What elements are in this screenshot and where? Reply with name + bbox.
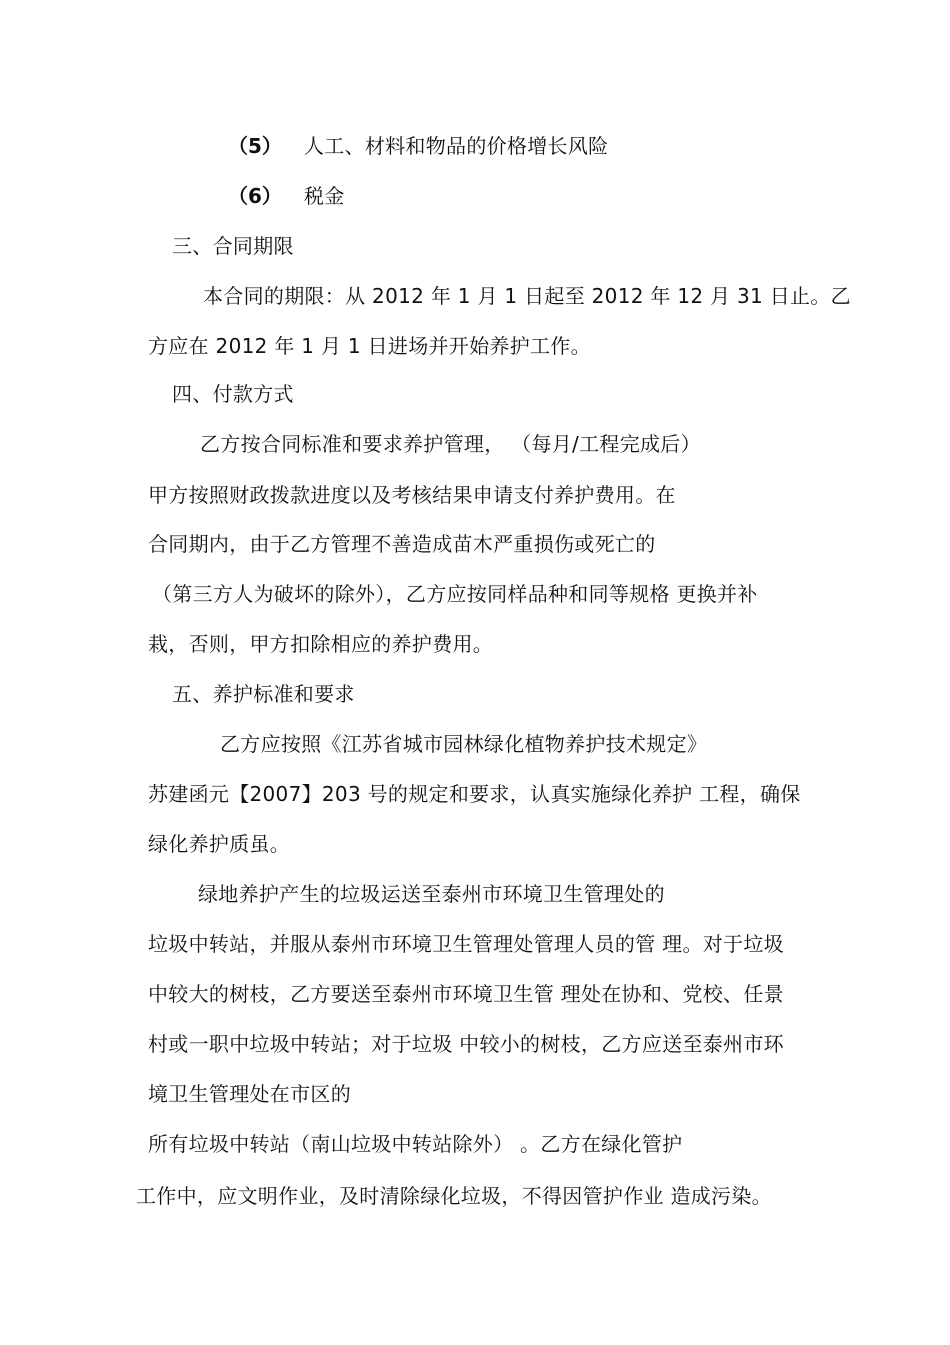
paragraph-line: 本合同的期限：从 2012 年 1 月 1 日起至 2012 年 12 月 31 日止。乙 (203, 284, 851, 308)
paragraph-line: （第三方人为破坏的除外），乙方应按同样品种和同等规格 更换并补 (152, 582, 758, 606)
paragraph-line: 境卫生管理处在市区的 (148, 1082, 351, 1106)
list-number: （6） (228, 184, 282, 208)
paragraph-line: 乙方应按照《江苏省城市园林绿化植物养护技术规定》 (220, 732, 708, 756)
paragraph-line: 工作中，应文明作业，及时清除绿化垃圾，不得因管护作业 造成污染。 (136, 1184, 772, 1208)
paragraph-line: 垃圾中转站，并服从泰州市环境卫生管理处管理人员的管 理。对于垃圾 (148, 932, 784, 956)
list-number: （5） (228, 134, 282, 158)
list-text: 人工、材料和物品的价格增长风险 (303, 134, 609, 158)
paragraph-line: 方应在 2012 年 1 月 1 日进场并开始养护工作。 (148, 334, 591, 358)
paragraph-line: 绿化养护质虽。 (148, 832, 291, 856)
list-text: 税金 (303, 184, 345, 208)
section-heading-standard: 五、养护标准和要求 (172, 682, 355, 706)
paragraph-line: 乙方按合同标准和要求养护管理， （每月/工程完成后） (200, 432, 701, 456)
paragraph-line: 中较大的树枝，乙方要送至泰州市环境卫生管 理处在协和、党校、任景 (148, 982, 784, 1006)
paragraph-line: 所有垃圾中转站（南山垃圾中转站除外） 。乙方在绿化管护 (148, 1132, 683, 1156)
paragraph-line: 绿地养护产生的垃圾运送至泰州市环境卫生管理处的 (198, 882, 665, 906)
paragraph-line: 甲方按照财政拨款进度以及考核结果申请支付养护费用。在 (148, 483, 676, 507)
section-heading-payment: 四、付款方式 (172, 382, 294, 406)
paragraph-line: 村或一职中垃圾中转站；对于垃圾 中较小的树枝，乙方应送至泰州市环 (148, 1032, 784, 1056)
paragraph-line: 合同期内，由于乙方管理不善造成苗木严重损伤或死亡的 (148, 532, 656, 556)
paragraph-line: 栽，否则，甲方扣除相应的养护费用。 (148, 632, 494, 656)
paragraph-line: 苏建函元【2007】203 号的规定和要求，认真实施绿化养护 工程，确保 (148, 782, 801, 806)
list-item-6 (228, 182, 345, 210)
list-item-5 (228, 132, 608, 160)
section-heading-term: 三、合同期限 (172, 234, 294, 258)
